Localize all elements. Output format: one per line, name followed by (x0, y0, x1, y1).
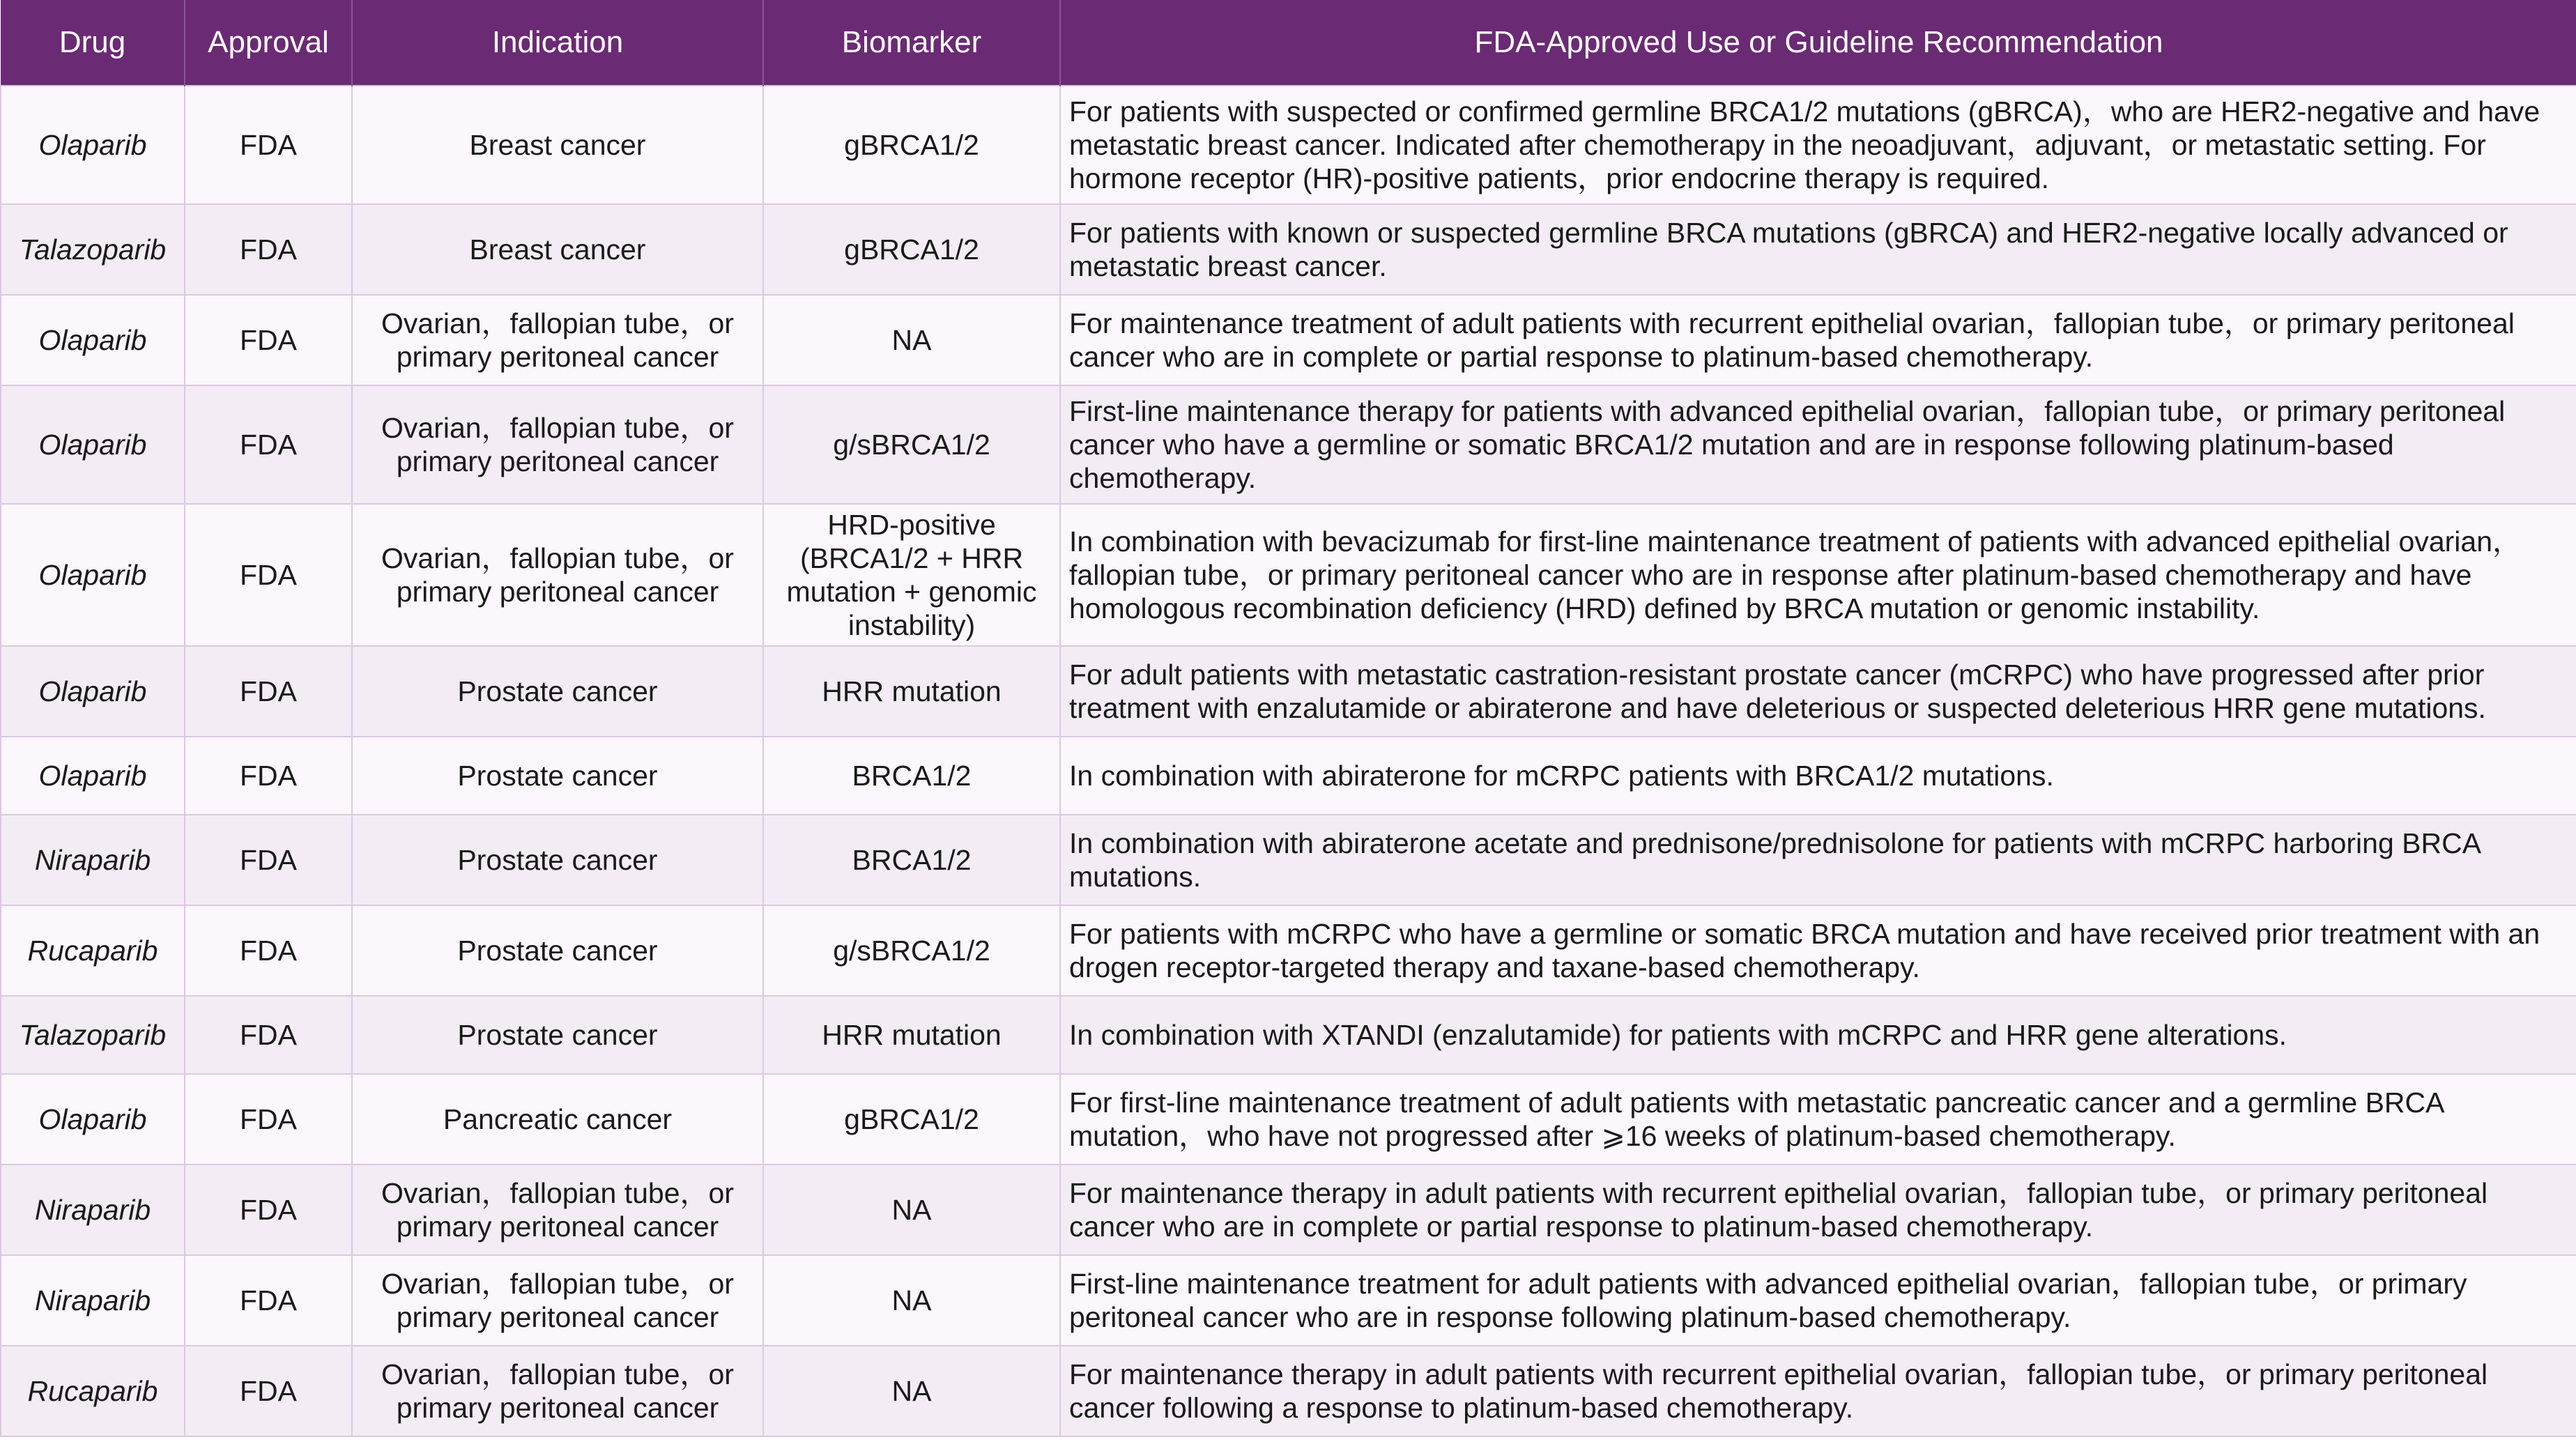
table-row (1, 646, 2576, 737)
table-row (1, 295, 2576, 385)
drug-cell: Niraparib (1, 815, 185, 905)
use-cell: In combination with bevacizumab for first-line maintenance treatment of patients with advanced epithelial ovarian，fallopian tube，or primary peritoneal cancer who are in response after platinum-based chemotherapy and have homologous recombination deficiency (HRD) defined by BRCA mutation or genomic instability. (1060, 504, 2576, 646)
indication-cell: Breast cancer (352, 204, 763, 295)
approval-cell: FDA (185, 504, 352, 646)
table-row (1, 385, 2576, 504)
drug-cell: Talazoparib (1, 996, 185, 1074)
approval-cell: FDA (185, 905, 352, 996)
use-cell: For maintenance therapy in adult patients with recurrent epithelial ovarian，fallopian tube，or primary peritoneal cancer who are in complete or partial response to platinum-based chemotherapy. (1060, 1165, 2576, 1255)
biomarker-cell: HRR mutation (763, 646, 1060, 737)
table-row (1, 1165, 2576, 1255)
table-row (1, 905, 2576, 996)
drug-cell: Olaparib (1, 646, 185, 737)
use-cell: In combination with abiraterone for mCRPC patients with BRCA1/2 mutations. (1060, 737, 2576, 815)
use-cell: In combination with XTANDI (enzalutamide) for patients with mCRPC and HRR gene alterations. (1060, 996, 2576, 1074)
approval-cell: FDA (185, 1074, 352, 1165)
use-cell: For patients with mCRPC who have a germline or somatic BRCA mutation and have received prior treatment with an drogen receptor-targeted therapy and taxane-based chemotherapy. (1060, 905, 2576, 996)
indication-cell: Ovarian，fallopian tube，or primary peritoneal cancer (352, 295, 763, 385)
indication-cell: Ovarian，fallopian tube，or primary peritoneal cancer (352, 1346, 763, 1436)
approval-cell: FDA (185, 1165, 352, 1255)
approval-cell: FDA (185, 646, 352, 737)
drug-cell: Olaparib (1, 737, 185, 815)
drug-cell: Olaparib (1, 385, 185, 504)
drug-cell: Niraparib (1, 1255, 185, 1346)
header-drug: Drug (1, 0, 185, 86)
indication-cell: Prostate cancer (352, 737, 763, 815)
drug-cell: Rucaparib (1, 1346, 185, 1436)
indication-cell: Ovarian，fallopian tube，or primary peritoneal cancer (352, 385, 763, 504)
use-cell: First-line maintenance therapy for patients with advanced epithelial ovarian，fallopian tube，or primary peritoneal cancer who have a germline or somatic BRCA1/2 mutation and are in response following platinum-based chemotherapy. (1060, 385, 2576, 504)
drug-cell: Rucaparib (1, 905, 185, 996)
biomarker-cell: g/sBRCA1/2 (763, 385, 1060, 504)
drug-cell: Olaparib (1, 504, 185, 646)
approval-cell: FDA (185, 86, 352, 204)
use-cell: For patients with known or suspected germline BRCA mutations (gBRCA) and HER2-negative locally advanced or metastatic breast cancer. (1060, 204, 2576, 295)
table-row (1, 737, 2576, 815)
header-biomarker: Biomarker (763, 0, 1060, 86)
table-row (1, 1255, 2576, 1346)
approval-cell: FDA (185, 385, 352, 504)
approval-cell: FDA (185, 996, 352, 1074)
indication-cell: Breast cancer (352, 86, 763, 204)
indication-cell: Prostate cancer (352, 996, 763, 1074)
indication-cell: Ovarian，fallopian tube，or primary peritoneal cancer (352, 504, 763, 646)
biomarker-cell: gBRCA1/2 (763, 204, 1060, 295)
biomarker-cell: gBRCA1/2 (763, 1074, 1060, 1165)
biomarker-cell: HRD-positive (BRCA1/2 + HRR mutation + genomic instability) (763, 504, 1060, 646)
header-indication: Indication (352, 0, 763, 86)
table-row (1, 1074, 2576, 1165)
indication-cell: Ovarian，fallopian tube，or primary peritoneal cancer (352, 1255, 763, 1346)
header-approval: Approval (185, 0, 352, 86)
table-row (1, 1346, 2576, 1436)
approval-cell: FDA (185, 815, 352, 905)
biomarker-cell: BRCA1/2 (763, 815, 1060, 905)
approval-cell: FDA (185, 1255, 352, 1346)
indication-cell: Prostate cancer (352, 905, 763, 996)
use-cell: For maintenance therapy in adult patients with recurrent epithelial ovarian，fallopian tube，or primary peritoneal cancer following a response to platinum-based chemotherapy. (1060, 1346, 2576, 1436)
biomarker-cell: g/sBRCA1/2 (763, 905, 1060, 996)
drug-cell: Talazoparib (1, 204, 185, 295)
table-row (1, 504, 2576, 646)
biomarker-cell: NA (763, 1346, 1060, 1436)
use-cell: For patients with suspected or confirmed germline BRCA1/2 mutations (gBRCA)，who are HER2-negative and have metastatic breast cancer. Indicated after chemotherapy in the neoadjuvant，adjuvant，or metastatic setting. For hormone receptor (HR)-positive patients，prior endocrine therapy is required. (1060, 86, 2576, 204)
table-row (1, 815, 2576, 905)
approval-cell: FDA (185, 737, 352, 815)
biomarker-cell: NA (763, 1165, 1060, 1255)
biomarker-cell: gBRCA1/2 (763, 86, 1060, 204)
biomarker-cell: HRR mutation (763, 996, 1060, 1074)
drug-cell: Olaparib (1, 295, 185, 385)
indication-cell: Prostate cancer (352, 646, 763, 737)
use-cell: For first-line maintenance treatment of adult patients with metastatic pancreatic cancer and a germline BRCA mutation，who have not progressed after ⩾16 weeks of platinum-based chemotherapy. (1060, 1074, 2576, 1165)
use-cell: In combination with abiraterone acetate and prednisone/prednisolone for patients with mCRPC harboring BRCA mutations. (1060, 815, 2576, 905)
biomarker-cell: NA (763, 1255, 1060, 1346)
approval-cell: FDA (185, 295, 352, 385)
biomarker-cell: BRCA1/2 (763, 737, 1060, 815)
drug-cell: Niraparib (1, 1165, 185, 1255)
indication-cell: Ovarian，fallopian tube，or primary peritoneal cancer (352, 1165, 763, 1255)
header-use: FDA-Approved Use or Guideline Recommendation (1060, 0, 2576, 86)
approval-cell: FDA (185, 1346, 352, 1436)
use-cell: First-line maintenance treatment for adult patients with advanced epithelial ovarian，fallopian tube，or primary peritoneal cancer who are in response following platinum-based chemotherapy. (1060, 1255, 2576, 1346)
indication-cell: Prostate cancer (352, 815, 763, 905)
table-row (1, 204, 2576, 295)
approval-cell: FDA (185, 204, 352, 295)
use-cell: For adult patients with metastatic castration-resistant prostate cancer (mCRPC) who have progressed after prior treatment with enzalutamide or abiraterone and have deleterious or suspected deleterious HRR gene mutations. (1060, 646, 2576, 737)
table-row (1, 86, 2576, 204)
drug-cell: Olaparib (1, 86, 185, 204)
indication-cell: Pancreatic cancer (352, 1074, 763, 1165)
drug-cell: Olaparib (1, 1074, 185, 1165)
biomarker-cell: NA (763, 295, 1060, 385)
table-header-row (1, 0, 2576, 86)
table-row (1, 996, 2576, 1074)
use-cell: For maintenance treatment of adult patients with recurrent epithelial ovarian，fallopian tube，or primary peritoneal cancer who are in complete or partial response to platinum-based chemotherapy. (1060, 295, 2576, 385)
